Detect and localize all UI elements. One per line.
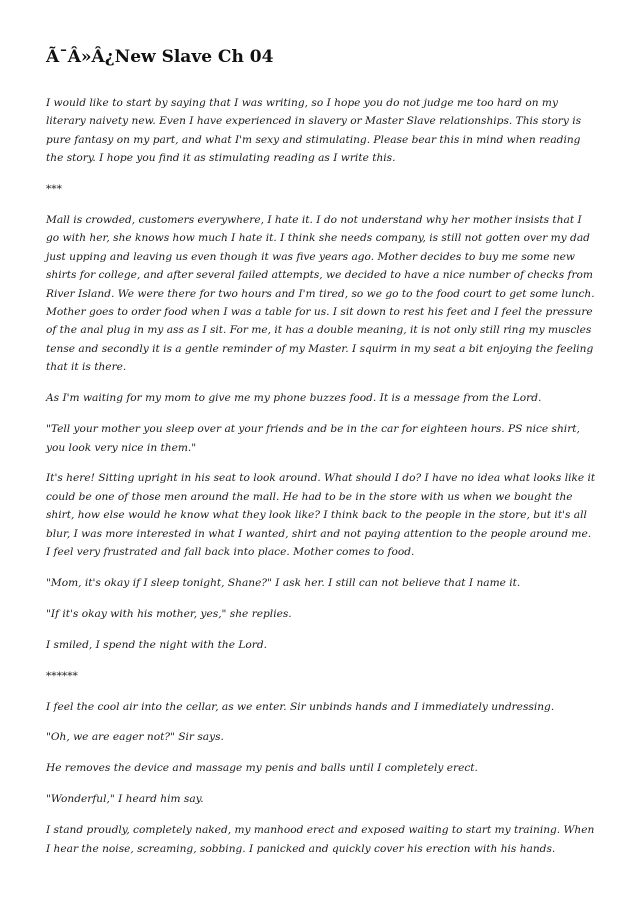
paragraph-intro: I would like to start by saying that I was writing, so I hope you do not judge me too hard on my literary naivety new. Even I have experienced in slavery or Master Slave relationships. This story is pure fantasy on my part, and what I'm sexy and stimulating. Please bear this in mind when reading the story. I hope you find it as stimulating reading as I write this. (46, 97, 582, 165)
section-separator: *** (46, 183, 62, 196)
paragraph-wonderful: "Wonderful," I heard him say. (46, 793, 204, 806)
paragraph-stand: I stand proudly, completely naked, my manhood erect and exposed waiting to start my training. When I hear the noise, screaming, sobbing. I panicked and quickly cover his erection with his hands. (46, 824, 595, 855)
document-title: Ã¯Â»Â¿New Slave Ch 04 (46, 47, 274, 67)
section-separator-2: ****** (46, 669, 78, 682)
paragraph-phone-buzz: As I'm waiting for my mom to give me my phone buzzes food. It is a message from the Lord. (46, 392, 542, 405)
paragraph-smiled: I smiled, I spend the night with the Lord. (46, 638, 268, 651)
paragraph-device: He removes the device and massage my penis and balls until I completely erect. (46, 762, 478, 775)
paragraph-mom-reply: "If it's okay with his mother, yes," she replies. (46, 607, 292, 620)
document-page (46, 46, 598, 871)
paragraph-ask-mom: "Mom, it's okay if I sleep tonight, Shane?" I ask her. I still can not believe that I name it. (46, 576, 521, 589)
paragraph-eager: "Oh, we are eager not?" Sir says. (46, 731, 224, 744)
paragraph-mall: Mall is crowded, customers everywhere, I hate it. I do not understand why her mother insists that I go with her, she knows how much I hate it. I think she needs company, is still not gotten over my dad just upping and leaving us even though it was five years ago. Mother decides to buy me some new shirts for college, and after several failed attempts, we decided to have a nice number of checks from River Island. We were there for two hours and I'm tired, so we go to the food court to get some lunch. Mother goes to order food when I was a table for us. I sit down to rest his feet and I feel the pressure of the anal plug in my ass as I sit. For me, it has a double meaning, it is not only still ring my muscles tense and secondly it is a gentle reminder of my Master. I squirm in my seat a bit enjoying the feeling that it is there. (46, 214, 595, 374)
paragraph-looking-around: It's here! Sitting upright in his seat to look around. What should I do? I have no idea what looks like it could be one of those men around the mall. He had to be in the store with us when we bought the shirt, how else would he know what they look like? I think back to the people in the store, but it's all blur, I was more interested in what I wanted, shirt and not paying attention to the people around me. I feel very frustrated and fall back into place. Mother comes to food. (46, 472, 596, 559)
paragraph-message: "Tell your mother you sleep over at your friends and be in the car for eighteen hours. PS nice shirt, you look very nice in them." (46, 423, 580, 454)
paragraph-cellar: I feel the cool air into the cellar, as we enter. Sir unbinds hands and I immediately undressing. (46, 700, 555, 713)
